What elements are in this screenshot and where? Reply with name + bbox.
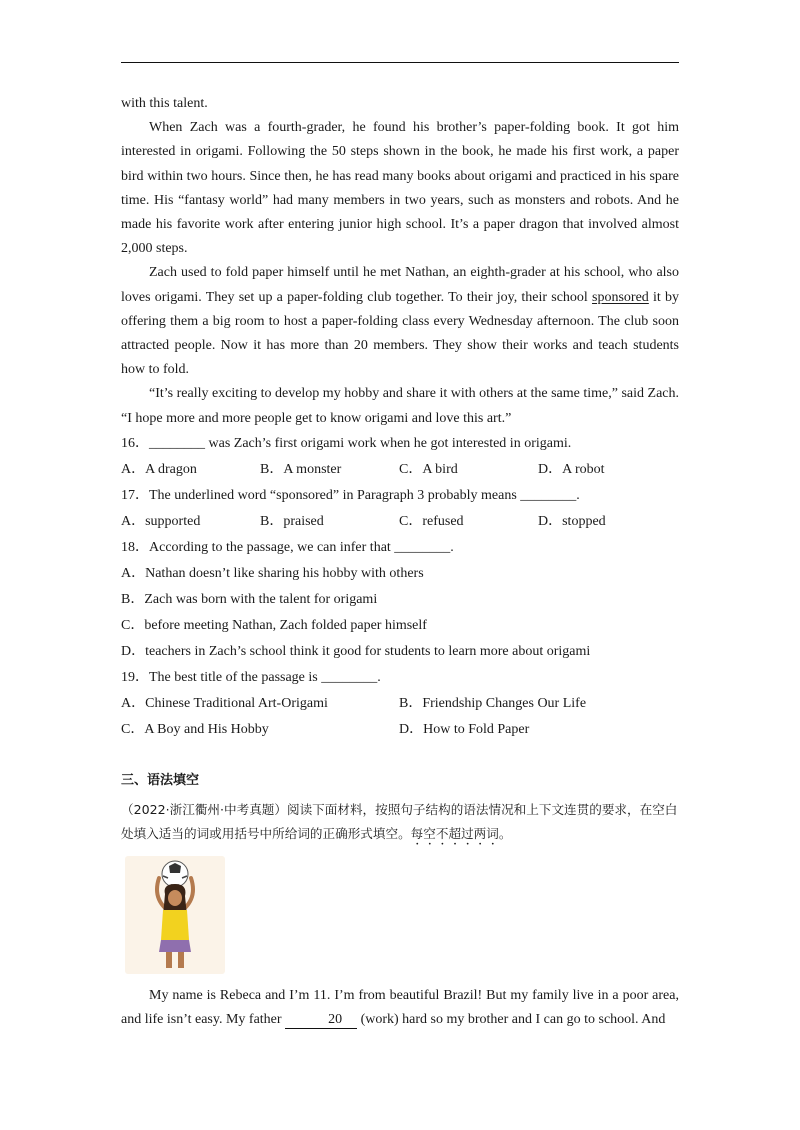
option-a: A．Chinese Traditional Art-Origami bbox=[121, 695, 328, 711]
question-17-options bbox=[121, 509, 679, 535]
option-b: B．praised bbox=[260, 513, 324, 529]
question-19-stem: 19．The best title of the passage is ________. bbox=[121, 669, 381, 685]
grammar-text-start: My name is Rebeca and I’m 11. I’m from beautiful Brazil! But my family live in a poor area, and life isn’t easy. My father bbox=[121, 988, 679, 1028]
question-16-stem: 16．________ was Zach’s first origami work when he got interested in origami. bbox=[121, 435, 572, 451]
option-c: C．A bird bbox=[399, 461, 458, 477]
question-16-options bbox=[121, 457, 679, 483]
option-d: D．stopped bbox=[538, 513, 606, 529]
question-17-stem: 17．The underlined word “sponsored” in Paragraph 3 probably means ________. bbox=[121, 487, 580, 503]
instruction-text: （2022·浙江衢州·中考真题）阅读下面材料，按照句子结构的语法情况和上下文连贯的要求，在空白处填入适当的词或用括号中所给词的正确形式填空。 bbox=[121, 802, 678, 841]
emphasized-instruction: 每空不超过两词 bbox=[410, 826, 499, 841]
section-instructions bbox=[121, 798, 681, 848]
question-19-options-row-2 bbox=[121, 717, 679, 743]
option-a: A．supported bbox=[121, 513, 201, 529]
option-b: B．Friendship Changes Our Life bbox=[399, 695, 587, 711]
option-c: C．A Boy and His Hobby bbox=[121, 721, 269, 737]
passage-paragraph-2 bbox=[121, 261, 679, 382]
paragraph-2-text-start: Zach used to fold paper himself until he met Nathan, an eighth-grader at his school, who also loves origami. They set up a paper-folding club together. To their joy, their school bbox=[121, 265, 679, 305]
grammar-text-end: (work) hard so my brother and I can go to school. And bbox=[357, 1012, 666, 1028]
underlined-word: sponsored bbox=[592, 289, 649, 305]
question-19-options-row-1 bbox=[121, 691, 679, 717]
question-18-option-b: B．Zach was born with the talent for origami bbox=[121, 591, 378, 607]
passage-line: with this talent. bbox=[121, 96, 208, 111]
grammar-paragraph bbox=[121, 984, 679, 1032]
question-18-option-c: C．before meeting Nathan, Zach folded paper himself bbox=[121, 617, 427, 633]
passage-paragraph-1: When Zach was a fourth-grader, he found his brother’s paper-folding book. It got him interested in origami. Following the 50 steps shown in the book, he made his first work, a paper bird within two hours. Since then, he has read many books about origami and practiced in his spare time. His “fantasy world” had many members in two years, such as monsters and robots. And he made his favorite work after entering junior high school. It’s a paper dragon that involved almost 2,000 steps. bbox=[121, 120, 679, 257]
paragraph-2-text-end: it by offering them a big room to host a paper-folding class every Wednesday afternoon. The club soon attracted people. Now it has more than 20 members. They show their works and teach students how to fold. bbox=[121, 289, 680, 378]
blank-20[interactable]: 20 bbox=[285, 1012, 357, 1029]
option-a: A．A dragon bbox=[121, 461, 197, 477]
question-18-option-d: D．teachers in Zach’s school think it good for students to learn more about origami bbox=[121, 643, 591, 659]
grammar-passage bbox=[121, 984, 679, 1032]
passage-paragraph-3: “It’s really exciting to develop my hobby and share it with others at the same time,” said Zach. “I hope more and more people get to know origami and love this art.” bbox=[121, 386, 679, 426]
section-heading: 三、语法填空 bbox=[121, 773, 200, 788]
header-rule bbox=[121, 62, 679, 63]
option-d: D．A robot bbox=[538, 461, 605, 477]
question-18-stem: 18．According to the passage, we can infer that ________. bbox=[121, 539, 454, 555]
question-18-option-a: A．Nathan doesn’t like sharing his hobby with others bbox=[121, 565, 424, 581]
reading-section bbox=[121, 92, 679, 743]
option-b: B．A monster bbox=[260, 461, 342, 477]
option-c: C．refused bbox=[399, 513, 464, 529]
instruction-end: 。 bbox=[498, 826, 512, 841]
option-d: D．How to Fold Paper bbox=[399, 721, 530, 737]
girl-with-ball-image bbox=[125, 856, 225, 974]
